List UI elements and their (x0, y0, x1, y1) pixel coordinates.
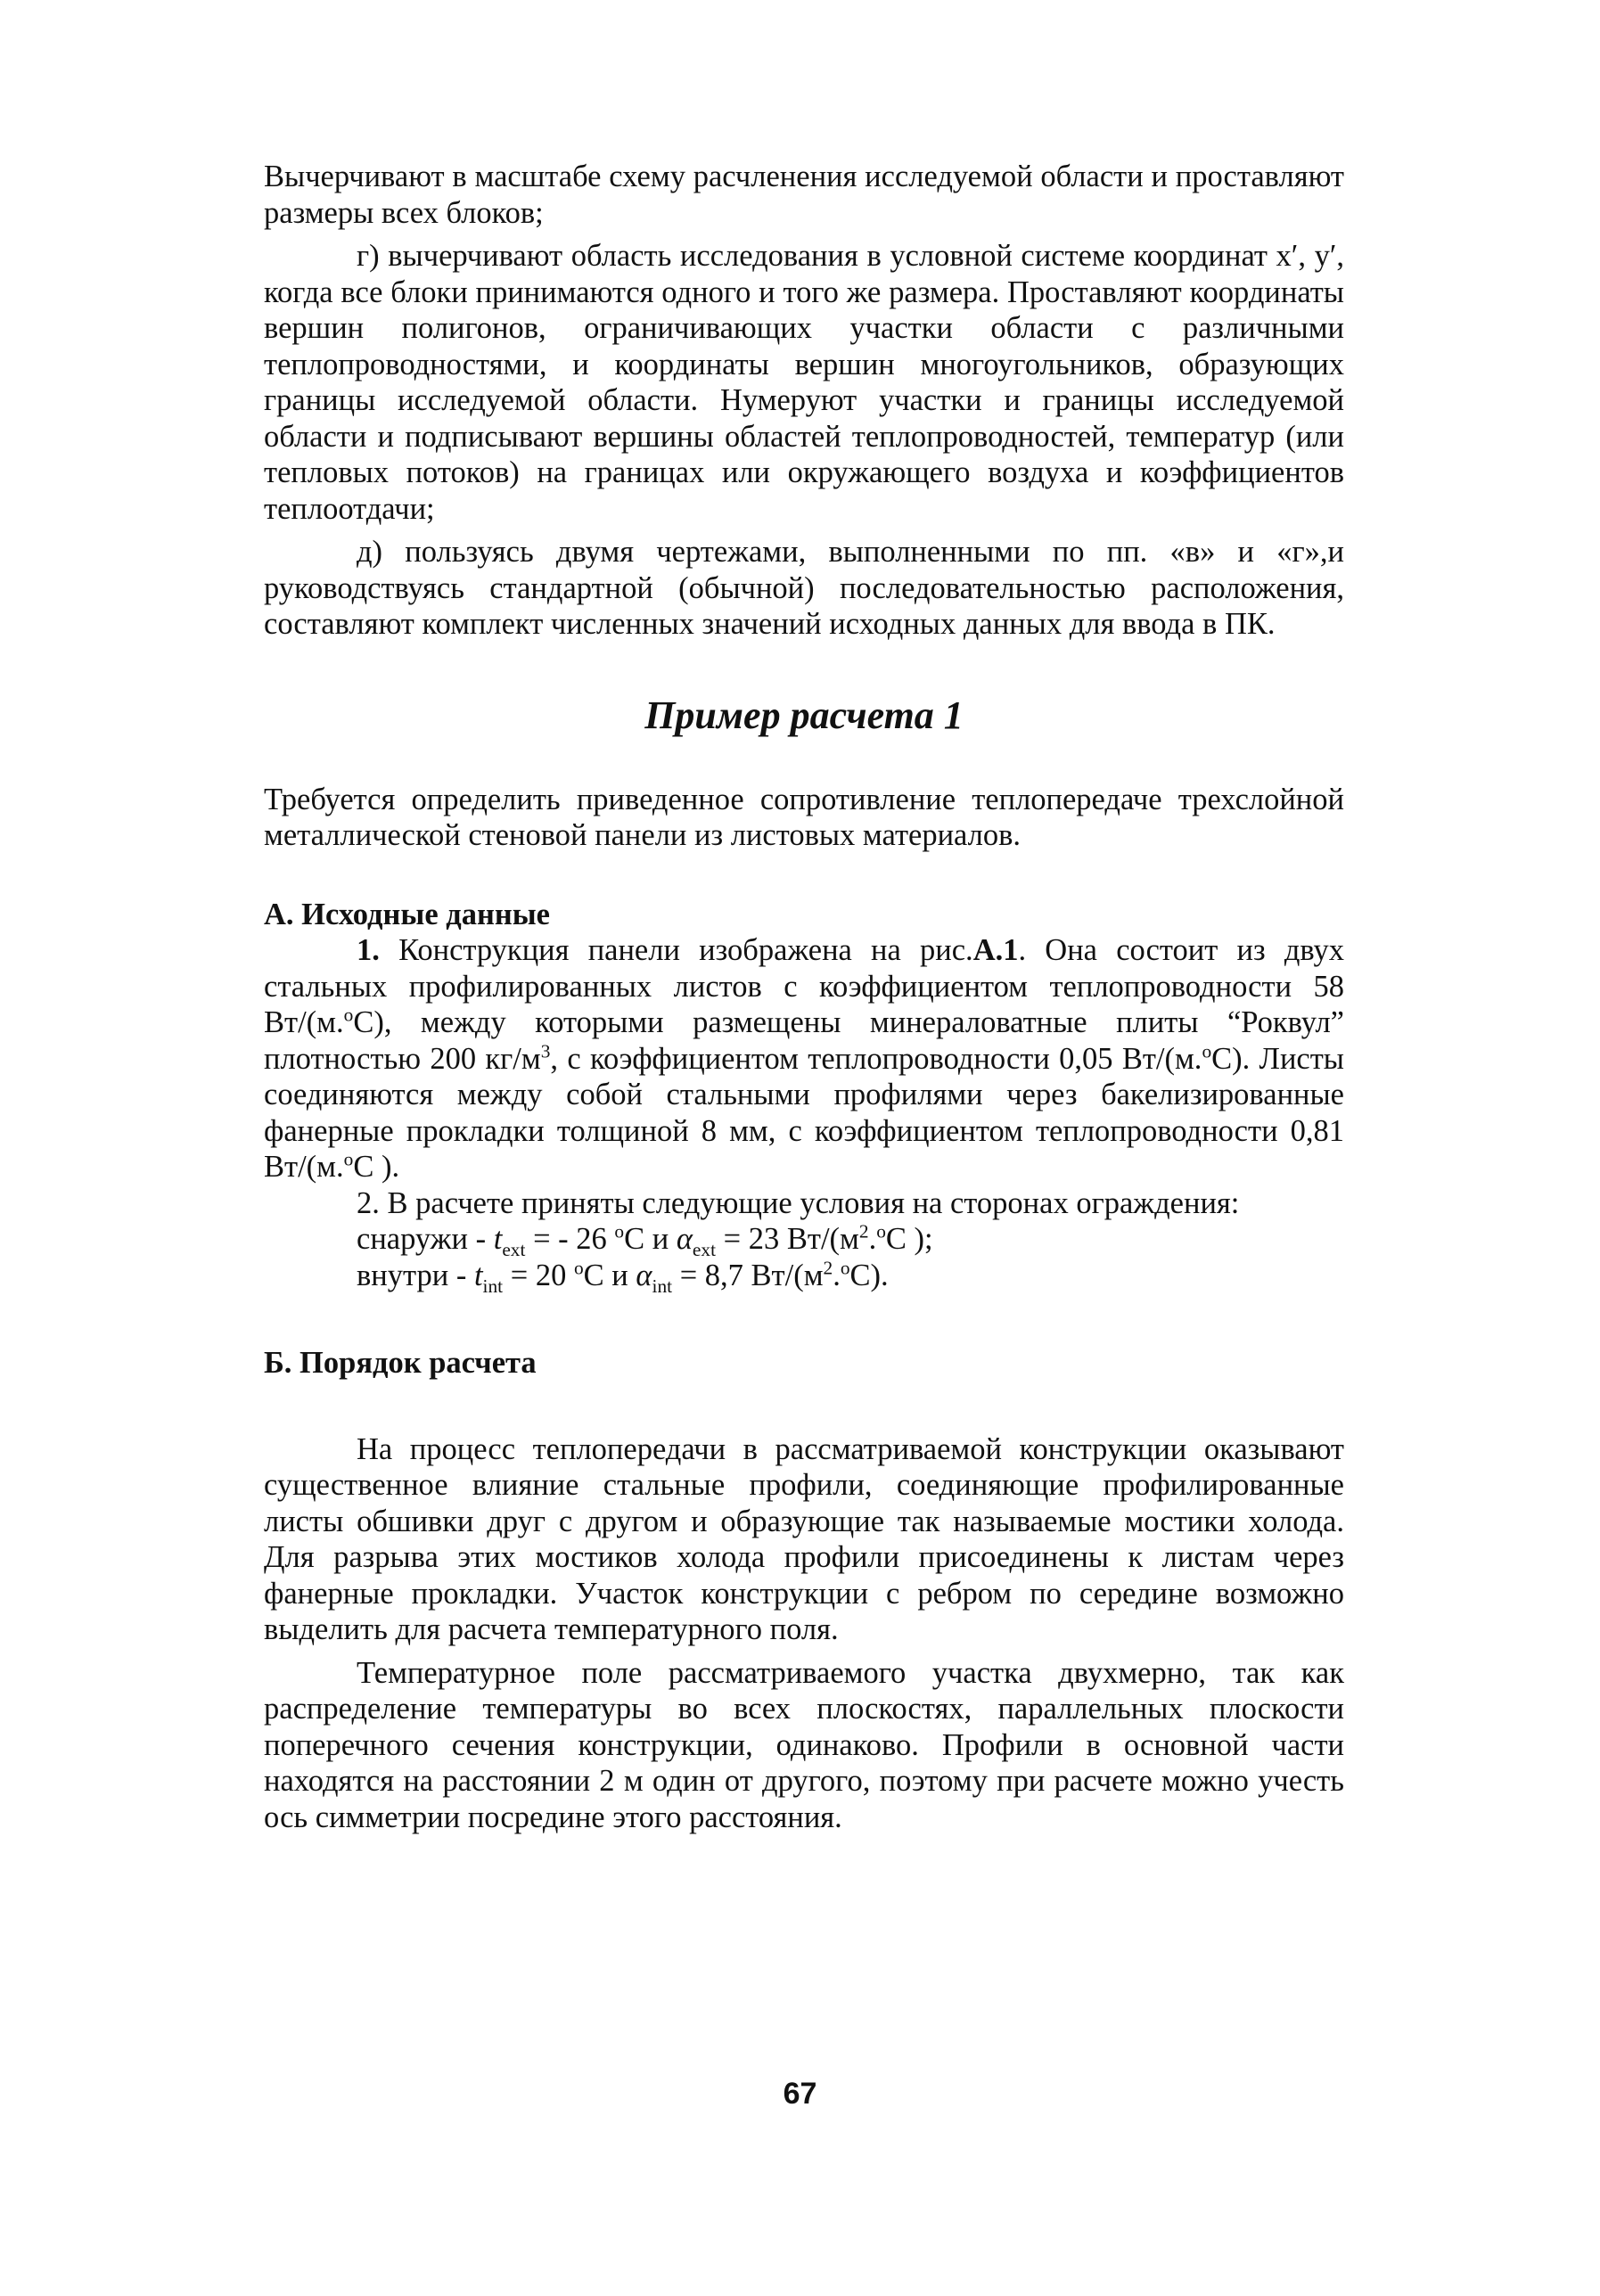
item-1-text-a: Конструкция панели изображена на рис. (379, 933, 973, 967)
degree-mark: о (343, 1004, 354, 1026)
degree-mark: о (343, 1148, 354, 1170)
section-a-item-1 (264, 932, 1344, 1185)
alpha-value: = 23 Вт/(м (716, 1222, 859, 1256)
temp-value: = 20 (503, 1258, 574, 1292)
degree-mark: о (840, 1257, 850, 1278)
item-1-text-f: С ). (353, 1150, 400, 1184)
item-d-paragraph: д) пользуясь двумя чертежами, выполненными по пп. «в» и «г»,и руководствуясь стандартной (обычной) последовательностью расположения, составляют комплект численных значений исходных данных для ввода в ПК. (264, 535, 1344, 641)
item-1-text-b: . Она состоит из двух стальных профилированных листов с коэффициентом теплопроводности 58 Вт/(м. (264, 933, 1344, 1039)
alpha-unit: С ); (885, 1222, 933, 1256)
temp-subscript: ext (502, 1238, 526, 1260)
section-b-title: Б. Порядок расчета (264, 1346, 537, 1380)
alpha-symbol: α (676, 1222, 693, 1256)
inside-label: внутри - (357, 1258, 474, 1292)
intro-paragraph: Вычерчивают в масштабе схему расчленения исследуемой области и проставляют размеры всех блоков; (264, 160, 1344, 230)
degree-mark: о (1202, 1040, 1212, 1062)
temp-subscript: int (482, 1275, 504, 1297)
square-mark: 2 (823, 1257, 833, 1278)
item-g-paragraph: г) вычерчивают область исследования в условной системе координат x′, y′, когда все блоки принимаются одного и того же размера. Проставляют координаты вершин полигонов, ограничивающих участки области с различными теплопроводностями, и координаты вершин многоугольников, образующих границы исследуемой области. Нумеруют участки и границы исследуемой области и подписывают вершины областей теплопроводностей, температур (или тепловых потоков) на границах или окружающего воздуха и коэффициентов теплоотдачи; (264, 239, 1344, 526)
inside-conditions (264, 1257, 1344, 1297)
figure-reference: А.1 (972, 933, 1019, 967)
alpha-value: = 8,7 Вт/(м (672, 1258, 824, 1292)
item-1-text-c: С), между которыми размещены минераловатные плиты “Роквул” плотностью 200 кг/м (264, 1005, 1344, 1076)
section-b-paragraph-2: Температурное поле рассматриваемого участка двухмерно, так как распределение температуры во всех плоскостях, параллельных плоскости поперечного сечения конструкции, одинаково. Профили в основной части находятся на расстоянии 2 м один от другого, поэтому при расчете можно учесть ось симметрии посредине этого расстояния. (264, 1655, 1344, 1834)
degree-mark: о (876, 1220, 886, 1242)
item-1-text-d: , с коэффициентом теплопроводности 0,05 Вт/(м. (550, 1041, 1202, 1076)
item-1-text-e: С). Листы соединяются между собой стальными профилями через бакелизированные фанерные прокладки толщиной 8 мм, с коэффициентом теплопроводности 0,81 Вт/(м. (264, 1041, 1344, 1184)
alpha-unit: С). (849, 1258, 889, 1292)
alpha-subscript: int (652, 1275, 673, 1297)
temp-unit: С и (583, 1258, 636, 1292)
task-paragraph: Требуется определить приведенное сопротивление теплопередаче трехслойной металлической стеновой панели из листовых материалов. (264, 782, 1344, 852)
temp-symbol: t (493, 1222, 503, 1256)
alpha-symbol: α (636, 1258, 652, 1292)
alpha-dot: . (833, 1258, 841, 1292)
degree-mark: о (614, 1220, 625, 1242)
alpha-subscript: ext (692, 1238, 717, 1260)
temp-unit: С и (624, 1222, 677, 1256)
page-content (264, 159, 1344, 1835)
section-a-item-2: 2. В расчете приняты следующие условия на сторонах ограждения: (357, 1185, 1240, 1220)
outside-conditions (264, 1221, 1344, 1258)
temp-value: = - 26 (525, 1222, 615, 1256)
outside-label: снаружи - (357, 1222, 494, 1256)
item-1-number: 1. (357, 933, 380, 967)
example-heading: Пример расчета 1 (644, 693, 964, 737)
degree-mark: о (573, 1257, 584, 1278)
temp-symbol: t (473, 1258, 483, 1292)
square-mark: 2 (858, 1220, 869, 1242)
section-b-paragraph-1: На процесс теплопередачи в рассматриваемой конструкции оказывают существенное влияние стальные профили, соединяющие профилированные листы обшивки друг с другом и образующие так называемые мостики холода. Для разрыва этих мостиков холода профили присоединены к листам через фанерные прокладки. Участок конструкции с ребром по середине возможно выделить для расчета температурного поля. (264, 1431, 1344, 1646)
page-number: 67 (783, 2077, 817, 2111)
alpha-dot: . (868, 1222, 877, 1256)
cube-mark: 3 (540, 1040, 551, 1062)
section-a-title: А. Исходные данные (264, 897, 550, 931)
